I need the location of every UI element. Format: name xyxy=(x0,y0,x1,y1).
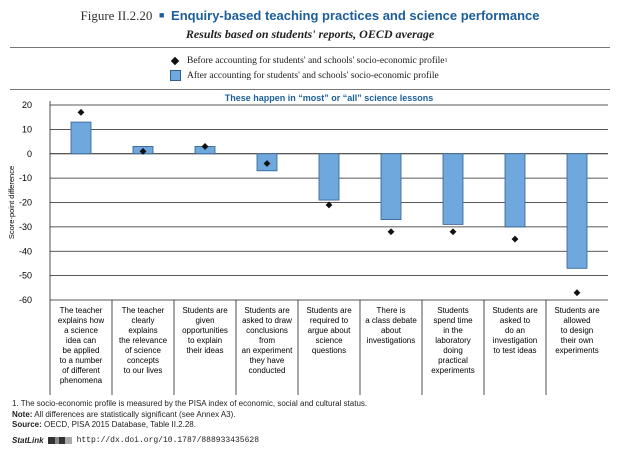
bar-after-1 xyxy=(71,122,91,154)
category-label-6: There is xyxy=(376,306,406,315)
category-label-7: experiments xyxy=(431,366,475,375)
marker-before-1 xyxy=(78,109,85,116)
chart-title: Enquiry-based teaching practices and science performance xyxy=(171,8,540,23)
y-tick-label: -60 xyxy=(18,295,32,305)
category-label-5: argue about xyxy=(307,326,351,335)
y-tick-label: -40 xyxy=(18,246,32,257)
category-label-8: to test ideas xyxy=(493,346,537,355)
y-tick-label: -30 xyxy=(18,221,32,232)
category-label-6: a class debate xyxy=(365,316,417,325)
chart-area xyxy=(0,90,620,400)
bar-after-8 xyxy=(505,154,525,227)
bar-after-7 xyxy=(443,154,463,225)
source-label: Source: xyxy=(12,420,42,429)
category-label-6: investigations xyxy=(366,336,416,345)
category-label-6: about xyxy=(380,326,402,335)
bar-after-6 xyxy=(381,154,401,220)
diamond-marker-icon xyxy=(171,56,179,64)
category-label-4: from xyxy=(259,336,275,345)
statlink-url-link[interactable]: http://dx.doi.org/10.1787/888933435628 xyxy=(76,436,259,445)
top-rule xyxy=(10,47,610,48)
y-tick-label: 10 xyxy=(21,124,32,135)
legend-footnote-ref: 1 xyxy=(444,57,448,64)
category-label-1: explains how xyxy=(57,316,105,325)
category-label-1: The teacher xyxy=(59,306,103,315)
category-label-4: asked to draw xyxy=(242,316,292,325)
category-label-8: investigation xyxy=(492,336,538,345)
category-label-2: explains xyxy=(128,326,158,335)
category-label-2: of science xyxy=(124,346,162,355)
y-tick-label: 0 xyxy=(26,148,32,159)
category-label-3: opportunities xyxy=(182,326,228,335)
category-label-2: to our lives xyxy=(123,366,163,375)
category-label-2: clearly xyxy=(131,316,155,325)
marker-before-6 xyxy=(388,228,395,235)
category-label-4: conclusions xyxy=(246,326,288,335)
bar-after-5 xyxy=(319,154,339,200)
legend-label-after: After accounting for students' and schools' socio-economic profile xyxy=(187,70,439,81)
footnotes xyxy=(12,399,367,431)
category-label-1: idea can xyxy=(65,336,97,345)
y-tick-label: -10 xyxy=(18,173,32,184)
statlink-logo-icon xyxy=(48,437,72,444)
legend-item-after xyxy=(168,68,447,83)
legend-item-before xyxy=(168,53,447,68)
note-text: All differences are statistically significant (see Annex A3). xyxy=(34,409,236,419)
y-axis-label: Score-point difference xyxy=(7,165,16,240)
statlink-label: StatLink xyxy=(12,436,44,445)
category-label-7: laboratory xyxy=(435,336,471,345)
category-label-2: the relevance xyxy=(118,336,168,345)
legend xyxy=(168,53,447,83)
marker-before-9 xyxy=(574,289,581,296)
note-line xyxy=(12,410,367,421)
category-label-5: required to xyxy=(309,316,349,325)
title-separator-icon: ■ xyxy=(158,10,165,20)
category-label-3: their ideas xyxy=(186,346,224,355)
category-label-7: Students xyxy=(437,306,469,315)
bar-swatch-icon xyxy=(170,70,181,81)
category-label-1: phenomena xyxy=(59,376,103,385)
source-line xyxy=(12,420,367,431)
category-label-4: conducted xyxy=(248,366,286,375)
category-label-4: they have xyxy=(249,356,285,365)
category-label-9: Students are xyxy=(554,306,600,315)
category-label-4: Students are xyxy=(244,306,290,315)
y-tick-label: -50 xyxy=(18,270,32,281)
chart-banner: These happen in “most” or “all” science lessons xyxy=(224,93,434,103)
category-label-4: an experiment xyxy=(241,346,293,355)
statlink xyxy=(12,436,259,445)
y-tick-label: -20 xyxy=(18,197,32,208)
category-label-7: in the xyxy=(443,326,463,335)
category-label-9: allowed xyxy=(563,316,591,325)
category-label-2: The teacher xyxy=(121,306,165,315)
category-label-1: to a number xyxy=(59,356,103,365)
category-label-5: Students are xyxy=(306,306,352,315)
category-label-2: concepts xyxy=(126,356,160,365)
category-label-8: asked to xyxy=(499,316,531,325)
category-label-1: of different xyxy=(62,366,100,375)
category-label-9: experiments xyxy=(555,346,599,355)
category-label-3: Students are xyxy=(182,306,228,315)
category-label-9: their own xyxy=(560,336,594,345)
chart-subtitle: Results based on students' reports, OECD average xyxy=(185,27,435,41)
marker-before-8 xyxy=(512,236,519,243)
bar-after-9 xyxy=(567,154,587,269)
category-label-3: given xyxy=(195,316,215,325)
category-label-1: a science xyxy=(64,326,98,335)
category-label-7: practical xyxy=(438,356,468,365)
figure-title-row xyxy=(0,8,620,24)
figure-label: Figure II.2.20 xyxy=(80,8,153,23)
category-label-5: questions xyxy=(311,346,347,355)
category-label-8: Students are xyxy=(492,306,538,315)
category-label-3: to explain xyxy=(187,336,223,345)
category-label-8: do an xyxy=(504,326,526,335)
source-text: OECD, PISA 2015 Database, Table II.2.28. xyxy=(44,420,196,429)
legend-label-before: Before accounting for students' and schools' socio-economic profile xyxy=(187,55,445,66)
category-label-1: be applied xyxy=(62,346,100,355)
category-label-7: doing xyxy=(443,346,463,355)
category-label-5: science xyxy=(315,336,343,345)
marker-before-7 xyxy=(450,228,457,235)
note-label: Note: xyxy=(12,409,33,419)
footnote-1: 1. The socio-economic profile is measured by the PISA index of economic, social and cultural status. xyxy=(12,399,368,408)
y-tick-label: 20 xyxy=(21,100,32,110)
category-label-9: to design xyxy=(560,326,594,335)
category-label-7: spend time xyxy=(433,316,473,325)
